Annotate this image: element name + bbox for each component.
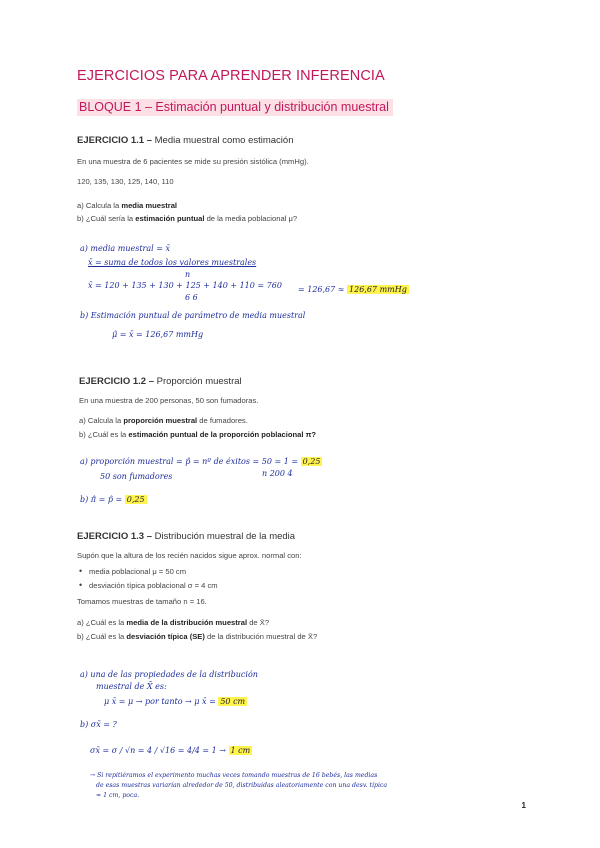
handwritten-answer: x̄ = suma de todos los valores muestrales	[88, 258, 257, 267]
exercise-1-3-title: EJERCICIO 1.3 – Distribución muestral de la media	[77, 531, 296, 542]
exercise-1-1-title: EJERCICIO 1.1 – Media muestral como estimación	[77, 135, 294, 146]
handwritten-answer: 50 son fumadores	[100, 472, 173, 481]
highlighted-result: 0,25	[126, 495, 145, 504]
highlighted-result: 1 cm	[230, 746, 251, 755]
handwritten-answer: μ x̄ = μ → por tanto → μ x̄ = 50 cm	[104, 697, 246, 706]
list-item: • media poblacional μ = 50 cm	[79, 566, 186, 576]
handwritten-answer: n 200 4	[262, 469, 293, 478]
page-number: 1	[521, 801, 526, 810]
exercise-1-2-intro: En una muestra de 200 personas, 50 son fumadoras.	[79, 396, 259, 405]
highlighted-result: 0,25	[302, 457, 321, 466]
handwritten-note: ≈ 1 cm, poca.	[96, 792, 140, 799]
handwritten-answer: μ̂ = x̄ = 126,67 mmHg	[112, 330, 204, 339]
handwritten-answer: a) proporción muestral = p̂ = nº de éxitos = 50 = 1 = 0,25	[80, 457, 321, 466]
exercise-1-1-question-a: a) Calcula la media muestral	[77, 201, 178, 210]
handwritten-answer: σx̄ = σ / √n = 4 / √16 = 4/4 = 1 → 1 cm	[90, 746, 251, 755]
handwritten-answer: = 126,67 ≈ 126,67 mmHg	[298, 285, 407, 294]
exercise-1-2-question-a: a) Calcula la proporción muestral de fumadores.	[79, 416, 248, 425]
handwritten-note: → Si repitiéramos el experimento muchas veces tomando muestras de 16 bebés, las medias	[90, 772, 378, 779]
exercise-1-3-samples: Tomamos muestras de tamaño n = 16.	[77, 597, 207, 606]
highlighted-result: 50 cm	[220, 697, 246, 706]
handwritten-answer: muestral de X̄ es:	[96, 682, 167, 691]
handwritten-answer: a) una de las propiedades de la distribución	[80, 670, 258, 679]
exercise-1-3-question-a: a) ¿Cuál es la media de la distribución muestral de X̄?	[77, 618, 270, 627]
exercise-1-1-intro: En una muestra de 6 pacientes se mide su presión sistólica (mmHg).	[77, 157, 309, 166]
handwritten-answer: b) σx̄ = ?	[80, 720, 117, 729]
handwritten-answer: x̄ = 120 + 135 + 130 + 125 + 140 + 110 = 760	[88, 281, 282, 290]
exercise-1-3-question-b: b) ¿Cuál es la desviación típica (SE) de la distribución muestral de X̄?	[77, 632, 318, 641]
exercise-1-1-question-b: b) ¿Cuál sería la estimación puntual de la media poblacional μ?	[77, 214, 298, 223]
exercise-1-1-data: 120, 135, 130, 125, 140, 110	[77, 177, 174, 186]
handwritten-answer: b) π̂ = p̂ = 0,25	[80, 495, 145, 504]
highlighted-result: 126,67 mmHg	[349, 285, 407, 294]
exercise-1-3-intro: Supón que la altura de los recién nacidos sigue aprox. normal con:	[77, 551, 302, 560]
exercise-1-2-question-b: b) ¿Cuál es la estimación puntual de la proporción poblacional π?	[79, 430, 317, 439]
handwritten-answer: n	[185, 270, 191, 279]
section-subtitle: BLOQUE 1 – Estimación puntual y distribución muestral	[77, 99, 393, 116]
page-title: EJERCICIOS PARA APRENDER INFERENCIA	[77, 68, 385, 84]
list-item: • desviación típica poblacional σ = 4 cm	[79, 580, 218, 590]
handwritten-answer: b) Estimación puntual de parámetro de media muestral	[80, 311, 306, 320]
handwritten-answer: a) media muestral = x̄	[80, 244, 170, 253]
exercise-1-2-title: EJERCICIO 1.2 – Proporción muestral	[79, 376, 242, 387]
handwritten-answer: 6 6	[185, 293, 198, 302]
handwritten-note: de esas muestras variarían alrededor de 50, distribuidas aleatoriamente con una desv. típica	[96, 782, 388, 789]
